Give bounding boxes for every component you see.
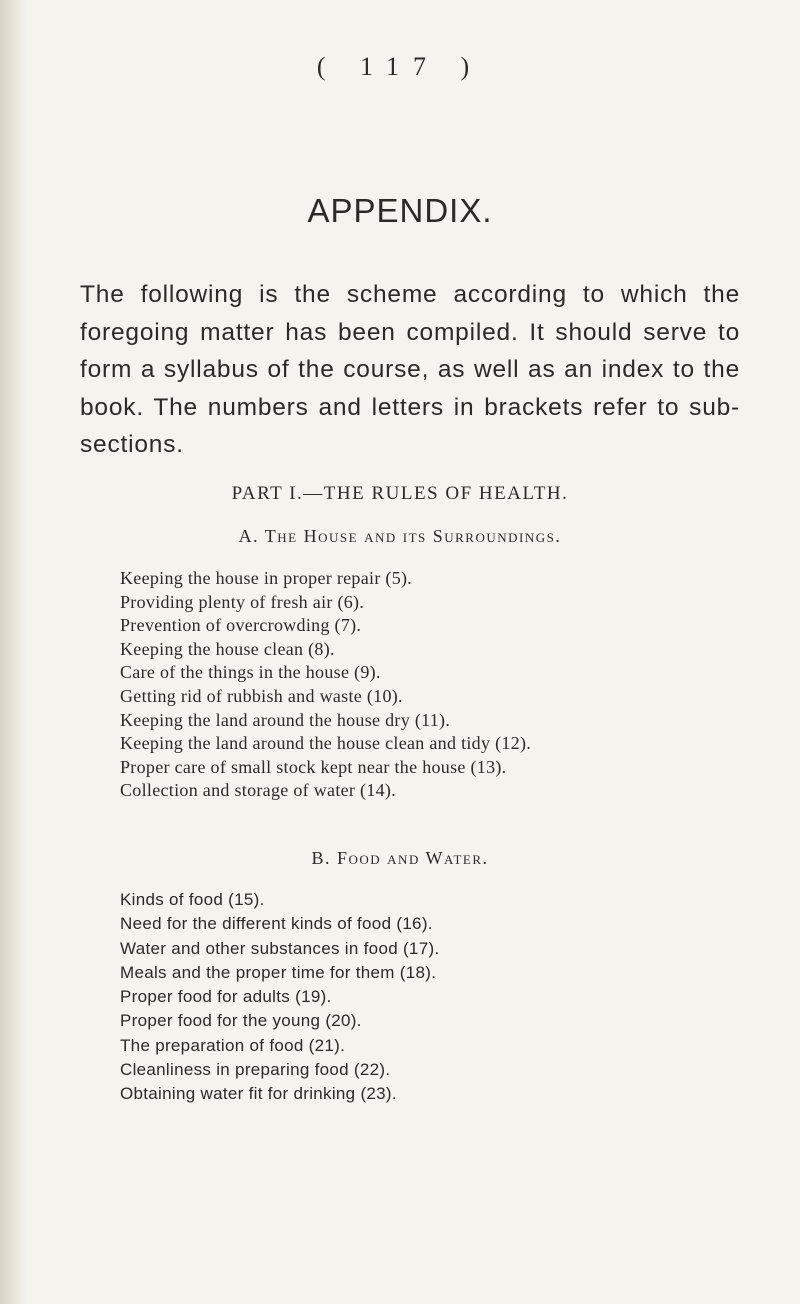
list-item: Getting rid of rubbish and waste (10). bbox=[120, 685, 403, 706]
part-heading: PART I.—THE RULES OF HEALTH. bbox=[231, 483, 569, 504]
list-item: Proper food for adults (19). bbox=[120, 987, 332, 1007]
list-item: Meals and the proper time for them (18). bbox=[120, 962, 437, 982]
list-item: Prevention of overcrowding (7). bbox=[120, 615, 362, 636]
intro-paragraph: The following is the scheme according to which the foregoing matter has been compiled. It should serve to form a syllabus of the course, as well as an index to the book. The numbers and letters in brackets refer to sub-sections. bbox=[80, 281, 740, 458]
section-heading-food: B. Food and Water. bbox=[311, 848, 489, 868]
list-item: Proper food for the young (20). bbox=[120, 1011, 362, 1031]
list-item: Cleanliness in preparing food (22). bbox=[120, 1060, 391, 1080]
list-item: Obtaining water fit for drinking (23). bbox=[120, 1084, 397, 1104]
list-item: Keeping the house in proper repair (5). bbox=[120, 568, 413, 588]
list-item: Need for the different kinds of food (16). bbox=[120, 914, 433, 934]
section-heading-house: A. The House and its Surroundings. bbox=[238, 526, 562, 546]
list-item: Kinds of food (15). bbox=[120, 890, 265, 909]
list-item: Keeping the house clean (8). bbox=[120, 638, 335, 659]
list-item: Water and other substances in food (17). bbox=[120, 938, 440, 958]
list-item: Keeping the land around the house dry (11). bbox=[120, 709, 451, 730]
section-list-food bbox=[120, 888, 439, 1107]
section-list-house bbox=[120, 567, 531, 803]
list-item: Providing plenty of fresh air (6). bbox=[120, 591, 365, 612]
page-title: APPENDIX. bbox=[307, 192, 493, 229]
list-item: Proper care of small stock kept near the house (13). bbox=[120, 756, 507, 777]
list-item: Collection and storage of water (14). bbox=[120, 780, 397, 801]
list-item: The preparation of food (21). bbox=[120, 1035, 346, 1055]
list-item: Keeping the land around the house clean and tidy (12). bbox=[120, 733, 532, 754]
list-item: Care of the things in the house (9). bbox=[120, 662, 381, 683]
page-number: ( 117 ) bbox=[316, 52, 484, 81]
